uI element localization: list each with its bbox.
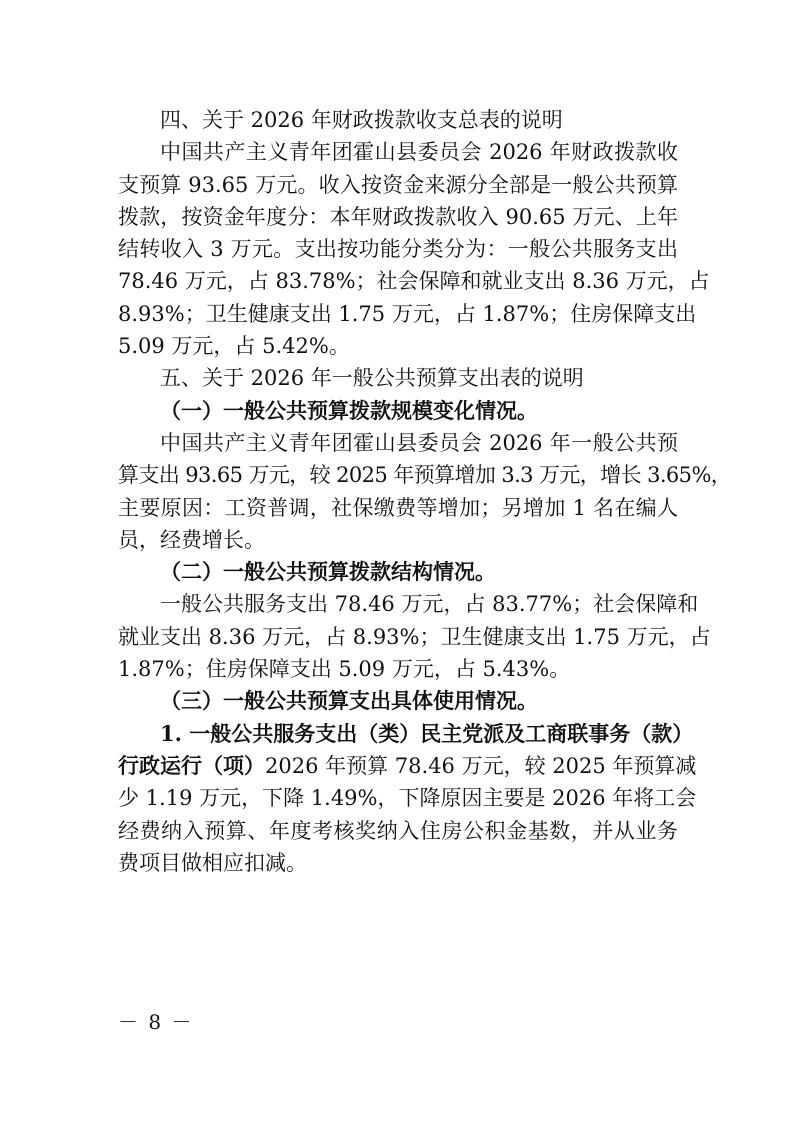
- subsection-title-2: （二）一般公共预算拨款结构情况。: [160, 559, 496, 585]
- item-line-mixed: [118, 750, 697, 782]
- paragraph-line: 就业支出 8.36 万元，占 8.93%；卫生健康支出 1.75 万元，占: [118, 624, 711, 649]
- item-title-continued: 行政运行（项）: [118, 752, 265, 778]
- subsection-title-3: （三）一般公共预算支出具体使用情况。: [160, 688, 538, 714]
- paragraph-line: 1.87%；住房保障支出 5.09 万元，占 5.43%。: [118, 657, 571, 682]
- paragraph-line: 结转收入 3 万元。支出按功能分类分为：一般公共服务支出: [118, 237, 678, 262]
- page-number: － 8 －: [118, 1010, 194, 1034]
- paragraph-line: 8.93%；卫生健康支出 1.75 万元，占 1.87%；住房保障支出: [118, 301, 697, 326]
- paragraph-line: 主要原因：工资普调，社保缴费等增加；另增加 1 名在编人: [118, 495, 678, 520]
- section-heading-5: 五、关于 2026 年一般公共预算支出表的说明: [160, 366, 584, 391]
- paragraph-line: 5.09 万元，占 5.42%。: [118, 334, 350, 359]
- paragraph-line: 中国共产主义青年团霍山县委员会 2026 年一般公共预: [160, 430, 678, 455]
- paragraph-line: 支预算 93.65 万元。收入按资金来源分全部是一般公共预算: [118, 172, 678, 197]
- document-page: [118, 104, 732, 879]
- section-heading-4: 四、关于 2026 年财政拨款收支总表的说明: [160, 108, 563, 132]
- item-title-line: 1. 一般公共服务支出（类）民主党派及工商联事务（款）: [160, 720, 694, 746]
- paragraph-line: 78.46 万元，占 83.78%；社会保障和就业支出 8.36 万元，占: [118, 269, 710, 294]
- paragraph-line: 经费纳入预算、年度考核奖纳入住房公积金基数，并从业务: [118, 818, 678, 843]
- subsection-title-1: （一）一般公共预算拨款规模变化情况。: [160, 397, 538, 423]
- paragraph-line: 中国共产主义青年团霍山县委员会 2026 年财政拨款收: [160, 140, 678, 165]
- paragraph-line: 费项目做相应扣减。: [118, 850, 307, 875]
- paragraph-line: 员，经费增长。: [118, 527, 265, 552]
- paragraph-line: 一般公共服务支出 78.46 万元，占 83.77%；社会保障和: [160, 592, 699, 617]
- paragraph-line: 拨款，按资金年度分：本年财政拨款收入 90.65 万元、上年: [118, 204, 678, 229]
- paragraph-line: 少 1.19 万元，下降 1.49%，下降原因主要是 2026 年将工会: [118, 786, 697, 811]
- item-text: 2026 年预算 78.46 万元，较 2025 年预算减: [265, 753, 697, 778]
- paragraph-line: 算支出 93.65 万元，较 2025 年预算增加 3.3 万元，增长 3.65%，: [118, 463, 732, 488]
